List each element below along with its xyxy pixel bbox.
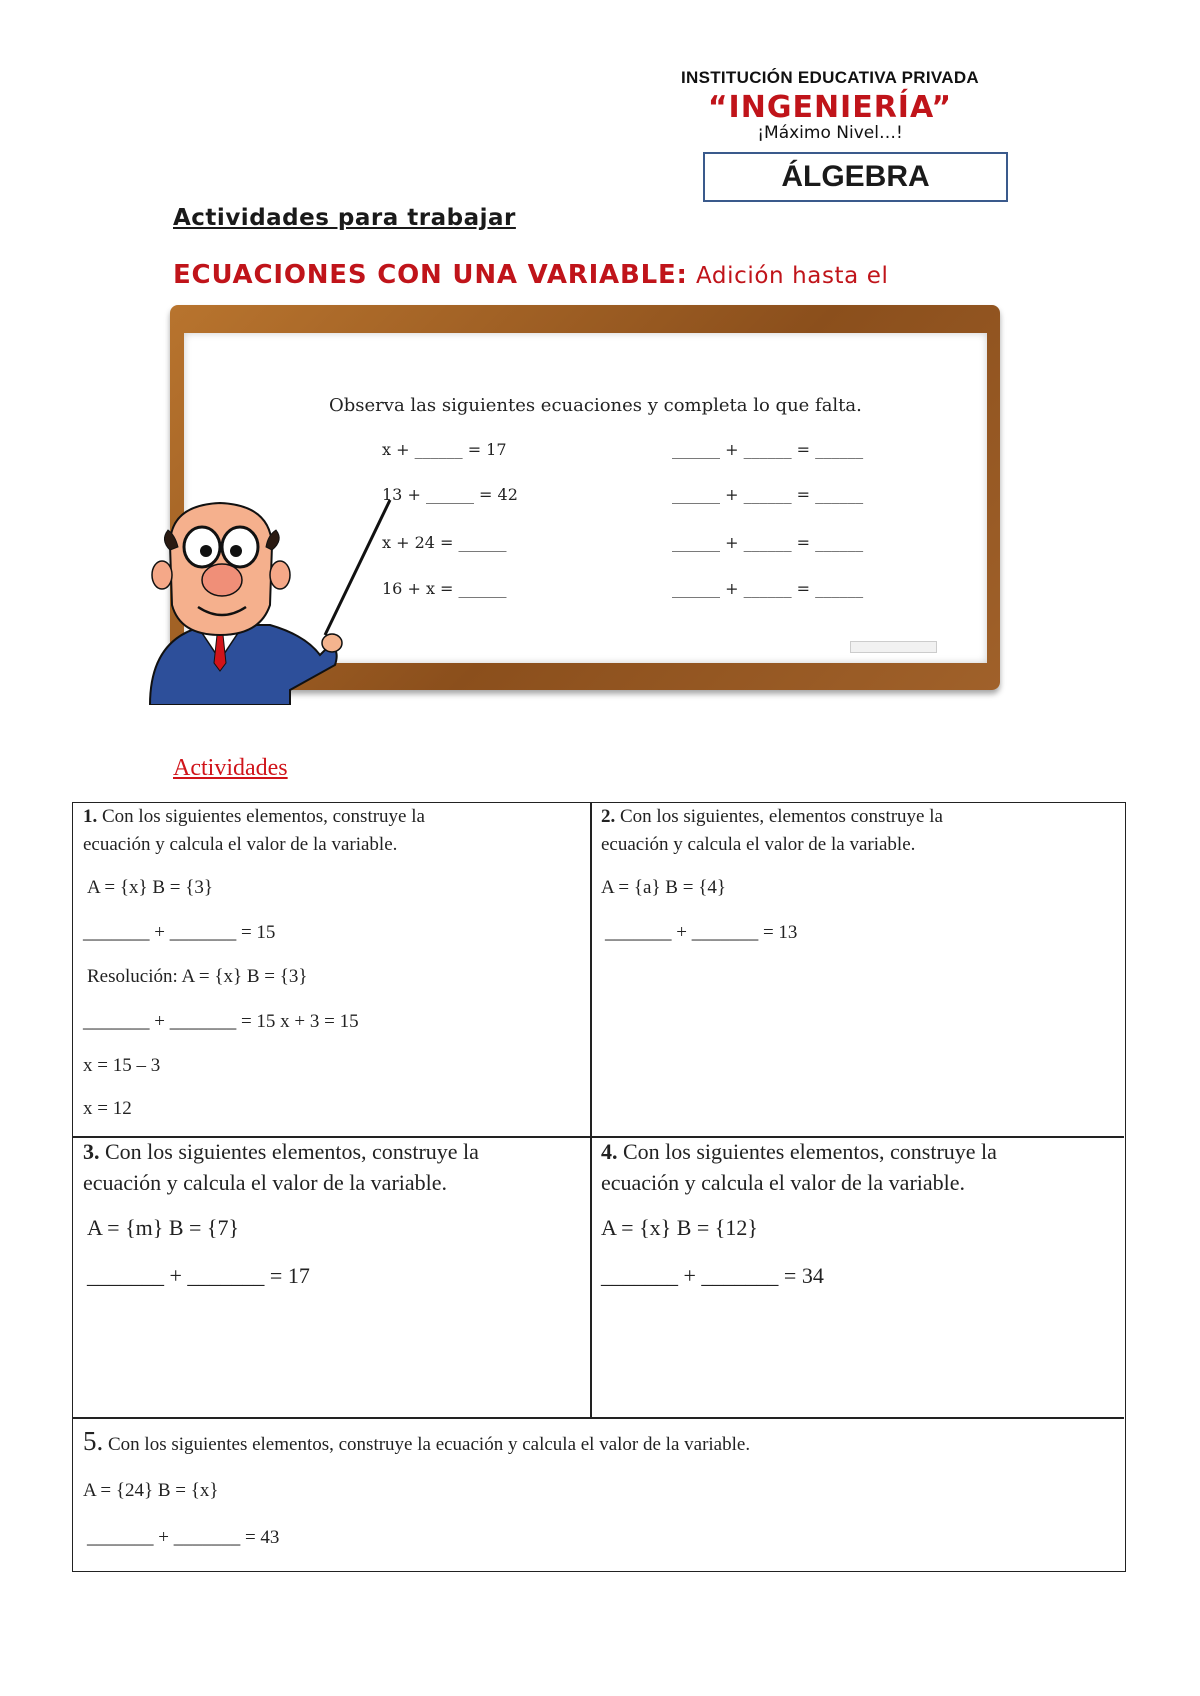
problem-2-sets: A = {a} B = {4} (601, 877, 726, 898)
board-equation-right: ______ + ______ = ______ (672, 579, 864, 598)
problem-number: 2. (601, 806, 616, 827)
subject-box: ÁLGEBRA (703, 152, 1008, 202)
problem-2-blank-equation: _______ + _______ = 13 (605, 922, 798, 943)
board-equation-right: ______ + ______ = ______ (672, 533, 864, 552)
problem-1-cell (73, 803, 590, 1136)
whiteboard-illustration (140, 305, 1010, 705)
problem-3-statement (83, 1139, 479, 1165)
board-equation-left: 16 + x = ______ (382, 579, 507, 598)
problem-4-cell (591, 1137, 1124, 1417)
problem-1-resolution-equation: _______ + _______ = 15 x + 3 = 15 (83, 1011, 359, 1032)
chalk-tray (850, 641, 937, 653)
problem-1-answer: x = 12 (83, 1098, 132, 1119)
topic-title-rest: Adición hasta el (695, 263, 889, 289)
problem-number: 4. (601, 1139, 618, 1164)
problem-4-sets: A = {x} B = {12} (601, 1215, 758, 1240)
problem-number: 1. (83, 806, 98, 827)
statement-line: Con los siguientes elementos, construye la (99, 1139, 479, 1164)
statement-line: Con los siguientes elementos, construye la (97, 806, 425, 827)
activities-table (72, 802, 1126, 1572)
problem-5-sets: A = {24} B = {x} (83, 1480, 219, 1501)
problem-2-cell (591, 803, 1124, 1136)
problem-number: 3. (83, 1139, 100, 1164)
problem-3-statement-line2: ecuación y calcula el valor de la variable. (83, 1170, 448, 1195)
problem-1-statement-line2: ecuación y calcula el valor de la variable. (83, 834, 398, 855)
problem-1-blank-equation: _______ + _______ = 15 (83, 922, 276, 943)
problem-4-blank-equation: _______ + _______ = 34 (601, 1263, 824, 1288)
teacher-cartoon-icon (140, 485, 400, 705)
problem-1-resolution: Resolución: A = {x} B = {3} (87, 966, 308, 987)
problem-1-sets: A = {x} B = {3} (87, 877, 214, 898)
statement-line: Con los siguientes elementos, construye la ecuación y calcula el valor de la variable. (103, 1434, 751, 1455)
whiteboard-instruction: Observa las siguientes ecuaciones y completa lo que falta. (329, 395, 862, 416)
school-name: “INGENIERÍA” (707, 90, 953, 125)
institution-type: INSTITUCIÓN EDUCATIVA PRIVADA (680, 68, 979, 87)
problem-2-statement (601, 806, 943, 828)
problem-2-statement-line2: ecuación y calcula el valor de la variable. (601, 834, 916, 855)
problem-4-statement (601, 1139, 997, 1165)
problem-3-blank-equation: _______ + _______ = 17 (87, 1263, 310, 1288)
problem-1-statement (83, 806, 425, 828)
school-motto: ¡Máximo Nivel…! (757, 123, 903, 143)
topic-title-bold: ECUACIONES CON UNA VARIABLE: (173, 260, 688, 290)
board-equation-left: x + ______ = 17 (382, 440, 507, 459)
statement-line: Con los siguientes elementos, construye la (617, 1139, 997, 1164)
activities-label: Actividades (173, 755, 288, 781)
activities-heading: Actividades para trabajar (173, 205, 516, 231)
problem-3-sets: A = {m} B = {7} (87, 1215, 240, 1240)
problem-number: 5. (83, 1426, 104, 1456)
problem-5-blank-equation: _______ + _______ = 43 (87, 1527, 280, 1548)
topic-title (173, 260, 889, 290)
board-equation-right: ______ + ______ = ______ (672, 485, 864, 504)
problem-3-cell (73, 1137, 590, 1417)
statement-line: Con los siguientes, elementos construye la (615, 806, 943, 827)
board-equation-left: x + 24 = ______ (382, 533, 507, 552)
board-equation-right: ______ + ______ = ______ (672, 440, 864, 459)
problem-1-step: x = 15 – 3 (83, 1055, 161, 1076)
school-header (630, 68, 1030, 143)
problem-4-statement-line2: ecuación y calcula el valor de la variable. (601, 1170, 966, 1195)
board-equation-left: 13 + ______ = 42 (382, 485, 518, 504)
problem-5-cell (73, 1418, 1124, 1571)
problem-5-statement (83, 1426, 750, 1457)
